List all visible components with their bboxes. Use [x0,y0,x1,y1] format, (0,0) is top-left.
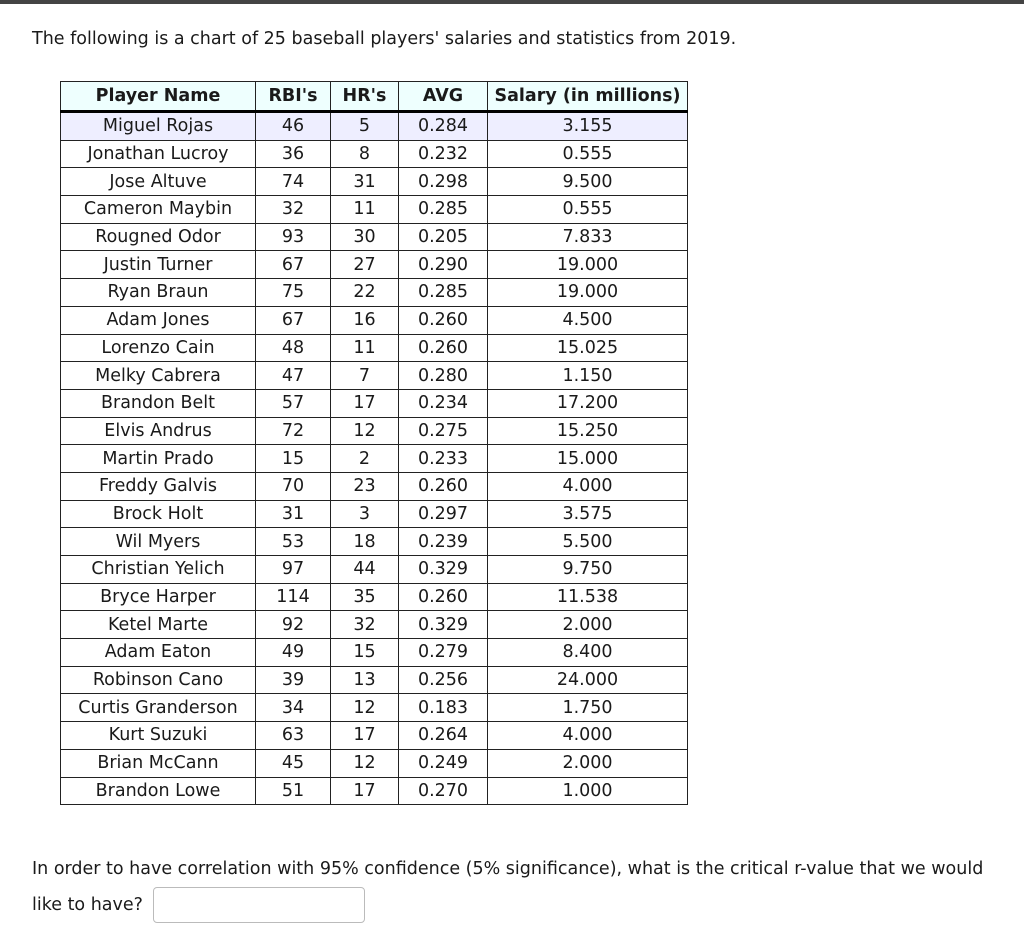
table-cell: 74 [256,168,331,196]
table-cell: 11 [331,196,399,224]
table-cell: 0.555 [488,140,688,168]
table-cell: 12 [331,417,399,445]
table-cell: 39 [256,666,331,694]
table-cell: 70 [256,472,331,500]
table-cell: 4.000 [488,472,688,500]
table-cell: Rougned Odor [61,223,256,251]
table-cell: Justin Turner [61,251,256,279]
table-cell: 30 [331,223,399,251]
table-cell: 15.250 [488,417,688,445]
table-cell: Adam Jones [61,306,256,334]
table-cell: 45 [256,749,331,777]
table-cell: 7 [331,362,399,390]
table-cell: 0.298 [399,168,488,196]
table-cell: Elvis Andrus [61,417,256,445]
table-row [61,611,688,639]
table-cell: 35 [331,583,399,611]
table-cell: Jonathan Lucroy [61,140,256,168]
table-cell: Freddy Galvis [61,472,256,500]
table-cell: 24.000 [488,666,688,694]
table-cell: 19.000 [488,279,688,307]
table-cell: Curtis Granderson [61,694,256,722]
table-cell: 53 [256,528,331,556]
table-cell: 4.500 [488,306,688,334]
table-cell: 2 [331,445,399,473]
table-cell: 31 [256,500,331,528]
table-cell: 15 [256,445,331,473]
table-row [61,500,688,528]
table-cell: 46 [256,112,331,141]
table-cell: Wil Myers [61,528,256,556]
table-cell: Brock Holt [61,500,256,528]
table-cell: Cameron Maybin [61,196,256,224]
table-cell: 67 [256,251,331,279]
table-cell: 15.025 [488,334,688,362]
table-cell: 11 [331,334,399,362]
player-stats-table [60,81,688,805]
table-cell: 63 [256,722,331,750]
table-cell: 47 [256,362,331,390]
table-row [61,389,688,417]
table-cell: 17 [331,722,399,750]
table-cell: Christian Yelich [61,556,256,584]
table-cell: 0.270 [399,777,488,805]
table-cell: 0.260 [399,472,488,500]
table-cell: 8.400 [488,639,688,667]
table-cell: 17 [331,777,399,805]
table-cell: 13 [331,666,399,694]
table-cell: 17 [331,389,399,417]
table-row [61,639,688,667]
table-row [61,334,688,362]
table-row [61,417,688,445]
table-cell: 19.000 [488,251,688,279]
table-cell: 1.750 [488,694,688,722]
table-row [61,306,688,334]
table-row [61,749,688,777]
table-cell: 9.500 [488,168,688,196]
table-cell: 36 [256,140,331,168]
table-cell: 49 [256,639,331,667]
table-cell: 27 [331,251,399,279]
top-bar [0,0,1024,4]
table-row [61,168,688,196]
table-row [61,472,688,500]
table-cell: 32 [256,196,331,224]
table-row [61,112,688,141]
table-cell: 0.275 [399,417,488,445]
table-cell: Lorenzo Cain [61,334,256,362]
table-cell: 1.000 [488,777,688,805]
table-cell: 0.205 [399,223,488,251]
table-cell: Adam Eaton [61,639,256,667]
table-row [61,583,688,611]
table-row [61,279,688,307]
table-cell: 8 [331,140,399,168]
table-cell: 0.256 [399,666,488,694]
table-row [61,251,688,279]
table-cell: Brian McCann [61,749,256,777]
table-cell: 0.233 [399,445,488,473]
table-row [61,223,688,251]
table-cell: Martin Prado [61,445,256,473]
column-header: Salary (in millions) [488,82,688,112]
table-cell: 0.183 [399,694,488,722]
table-cell: 15.000 [488,445,688,473]
table-cell: 4.000 [488,722,688,750]
column-header: Player Name [61,82,256,112]
table-cell: 0.290 [399,251,488,279]
table-cell: Brandon Lowe [61,777,256,805]
table-cell: 2.000 [488,611,688,639]
table-cell: 0.285 [399,279,488,307]
table-cell: 75 [256,279,331,307]
table-cell: 0.329 [399,556,488,584]
table-cell: 11.538 [488,583,688,611]
table-cell: 48 [256,334,331,362]
table-row [61,722,688,750]
table-row [61,362,688,390]
table-cell: 12 [331,694,399,722]
table-cell: 92 [256,611,331,639]
table-cell: 51 [256,777,331,805]
table-row [61,666,688,694]
table-cell: 22 [331,279,399,307]
table-cell: 3.575 [488,500,688,528]
table-cell: 7.833 [488,223,688,251]
table-cell: 34 [256,694,331,722]
critical-r-answer-input[interactable] [153,887,365,923]
table-cell: 5.500 [488,528,688,556]
table-cell: 0.264 [399,722,488,750]
table-cell: 44 [331,556,399,584]
table-cell: 97 [256,556,331,584]
table-cell: 15 [331,639,399,667]
table-cell: 16 [331,306,399,334]
table-cell: 31 [331,168,399,196]
table-cell: 0.329 [399,611,488,639]
table-cell: 0.234 [399,389,488,417]
table-cell: Melky Cabrera [61,362,256,390]
column-header: HR's [331,82,399,112]
table-cell: 32 [331,611,399,639]
table-cell: 57 [256,389,331,417]
table-cell: 5 [331,112,399,141]
table-cell: 0.284 [399,112,488,141]
table-cell: 0.555 [488,196,688,224]
table-row [61,556,688,584]
table-row [61,445,688,473]
table-cell: 0.260 [399,583,488,611]
table-cell: 9.750 [488,556,688,584]
table-cell: 0.297 [399,500,488,528]
table-cell: 0.279 [399,639,488,667]
question-text: In order to have correlation with 95% confidence (5% significance), what is the critical r-value that we would like to have? [32,859,984,915]
table-cell: 3 [331,500,399,528]
table-cell: 93 [256,223,331,251]
table-cell: 0.260 [399,306,488,334]
table-cell: Ketel Marte [61,611,256,639]
table-cell: Robinson Cano [61,666,256,694]
table-row [61,196,688,224]
table-row [61,140,688,168]
table-cell: Brandon Belt [61,389,256,417]
table-cell: 0.280 [399,362,488,390]
table-cell: Miguel Rojas [61,112,256,141]
table-cell: 72 [256,417,331,445]
table-cell: 2.000 [488,749,688,777]
question [32,852,992,923]
table-cell: 0.260 [399,334,488,362]
table-cell: 0.285 [399,196,488,224]
table-cell: Bryce Harper [61,583,256,611]
table-cell: 0.232 [399,140,488,168]
table-cell: 23 [331,472,399,500]
table-cell: 12 [331,749,399,777]
table-cell: 3.155 [488,112,688,141]
table-cell: Ryan Braun [61,279,256,307]
table-cell: 1.150 [488,362,688,390]
table-cell: 114 [256,583,331,611]
column-header: AVG [399,82,488,112]
table-cell: Kurt Suzuki [61,722,256,750]
table-row [61,528,688,556]
table-cell: 0.239 [399,528,488,556]
table-cell: Jose Altuve [61,168,256,196]
table-cell: 0.249 [399,749,488,777]
table-row [61,777,688,805]
table-cell: 67 [256,306,331,334]
table-cell: 18 [331,528,399,556]
table-cell: 17.200 [488,389,688,417]
intro-text: The following is a chart of 25 baseball players' salaries and statistics from 2019. [32,29,737,49]
column-header: RBI's [256,82,331,112]
table-row [61,694,688,722]
